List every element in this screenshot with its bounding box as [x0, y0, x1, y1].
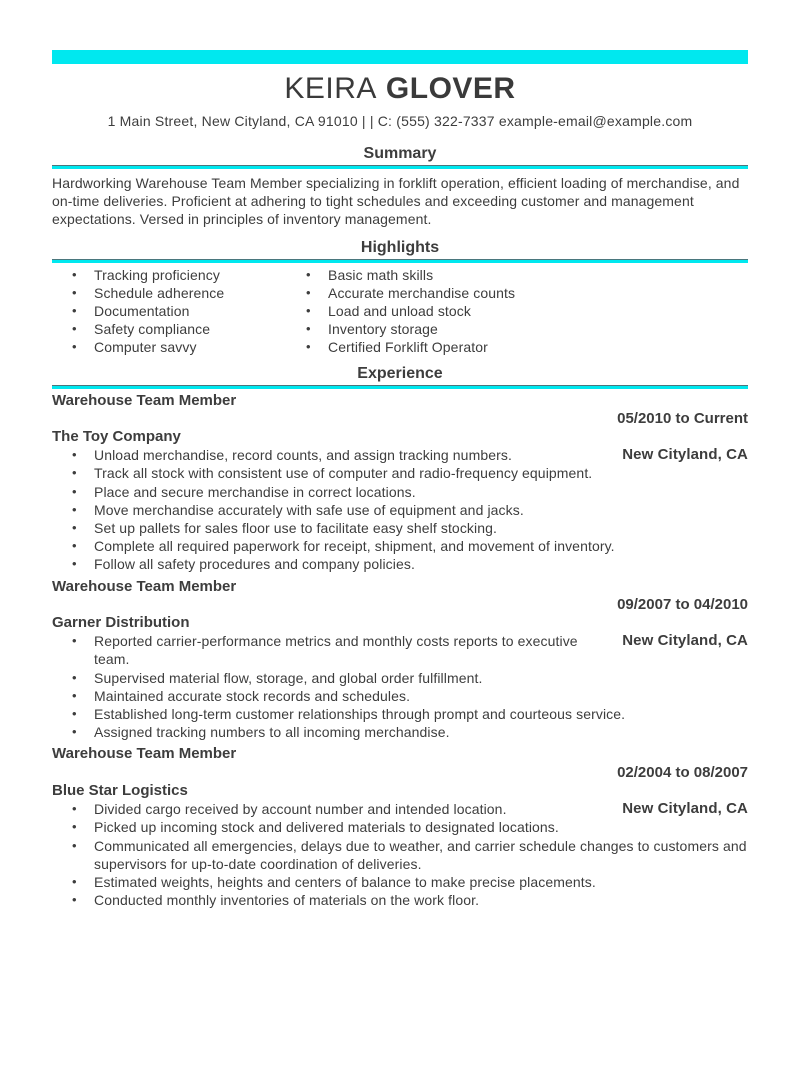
job-bullet: • Track all stock with consistent use of computer and radio-frequency equipment. — [52, 464, 748, 482]
job-entry — [52, 578, 748, 742]
job-title: Warehouse Team Member — [52, 391, 237, 409]
job-dates: 02/2004 to 08/2007 — [617, 763, 748, 781]
job-bullet — [52, 800, 748, 818]
job-location: New Cityland, CA — [622, 632, 748, 650]
highlight-item: • Load and unload stock — [286, 302, 748, 320]
job-bullet — [52, 446, 748, 464]
job-bullet: • Move merchandise accurately with safe use of equipment and jacks. — [52, 501, 748, 519]
highlight-item: • Tracking proficiency — [52, 266, 286, 284]
job-bullet: • Estimated weights, heights and centers of balance to make precise placements. — [52, 873, 748, 891]
job-bullet-list — [52, 800, 748, 909]
job-company: The Toy Company — [52, 428, 181, 446]
candidate-name — [52, 72, 748, 106]
section-rule — [52, 165, 748, 169]
job-bullet: • Follow all safety procedures and company policies. — [52, 555, 748, 573]
job-bullet: • Established long-term customer relationships through prompt and courteous service. — [52, 705, 748, 723]
header-accent-bar — [52, 50, 748, 64]
highlight-item: • Certified Forklift Operator — [286, 338, 748, 356]
highlights-column-2 — [286, 266, 748, 357]
job-bullet-text: • Divided cargo received by account number and intended location. — [94, 801, 507, 818]
resume-page — [0, 50, 800, 1085]
contact-line: 1 Main Street, New Cityland, CA 91010 | | C: (555) 322-7337 example-email@example.com — [107, 113, 693, 129]
job-company: Blue Star Logistics — [52, 781, 188, 799]
highlight-item: • Basic math skills — [286, 266, 748, 284]
job-bullet: • Assigned tracking numbers to all incoming merchandise. — [52, 723, 748, 741]
highlight-item: • Safety compliance — [52, 320, 286, 338]
job-location: New Cityland, CA — [622, 446, 748, 464]
job-bullet: • Conducted monthly inventories of materials on the work floor. — [52, 891, 748, 909]
job-bullet: • Set up pallets for sales floor use to facilitate easy shelf stocking. — [52, 519, 748, 537]
job-bullet-list — [52, 446, 748, 573]
job-location: New Cityland, CA — [622, 800, 748, 818]
job-entry — [52, 392, 748, 574]
highlight-item: • Inventory storage — [286, 320, 748, 338]
section-rule — [52, 385, 748, 389]
job-bullet-text: • Unload merchandise, record counts, and assign tracking numbers. — [94, 447, 512, 464]
section-title-summary: Summary — [363, 145, 437, 162]
job-bullet: • Supervised material flow, storage, and global order fulfillment. — [52, 669, 748, 687]
job-bullet-text: • Reported carrier-performance metrics and monthly costs reports to executive team. — [94, 633, 578, 668]
job-bullet-list — [52, 632, 748, 741]
section-rule — [52, 259, 748, 263]
job-bullet: • Maintained accurate stock records and schedules. — [52, 687, 748, 705]
highlight-item: • Accurate merchandise counts — [286, 284, 748, 302]
highlight-item: • Documentation — [52, 302, 286, 320]
job-bullet — [52, 632, 748, 668]
job-company: Garner Distribution — [52, 614, 190, 632]
candidate-first-name: KEIRA — [284, 72, 377, 105]
summary-text: Hardworking Warehouse Team Member specializing in forklift operation, efficient loading of merchandise, and on-time deliveries. Proficient at adhering to tight schedules and exceeding customer and management expectations. Versed in principles of inventory management. — [52, 175, 740, 228]
job-title: Warehouse Team Member — [52, 577, 237, 595]
job-bullet: • Picked up incoming stock and delivered materials to designated locations. — [52, 818, 748, 836]
highlights-list — [52, 266, 748, 357]
highlight-item: • Schedule adherence — [52, 284, 286, 302]
job-entry — [52, 745, 748, 909]
section-title-highlights: Highlights — [360, 238, 440, 256]
job-bullet: • Place and secure merchandise in correct locations. — [52, 483, 748, 501]
job-bullet: • Complete all required paperwork for receipt, shipment, and movement of inventory. — [52, 537, 748, 555]
job-dates: 05/2010 to Current — [617, 409, 748, 427]
job-title: Warehouse Team Member — [52, 745, 237, 763]
highlight-item: • Computer savvy — [52, 338, 286, 356]
highlights-column-1 — [52, 266, 286, 357]
section-title-experience: Experience — [357, 364, 443, 382]
job-bullet: • Communicated all emergencies, delays due to weather, and carrier schedule changes to customers and supervisors for up-to-date coordination of deliveries. — [52, 837, 748, 873]
job-dates: 09/2007 to 04/2010 — [617, 595, 748, 613]
candidate-last-name: GLOVER — [385, 72, 516, 105]
